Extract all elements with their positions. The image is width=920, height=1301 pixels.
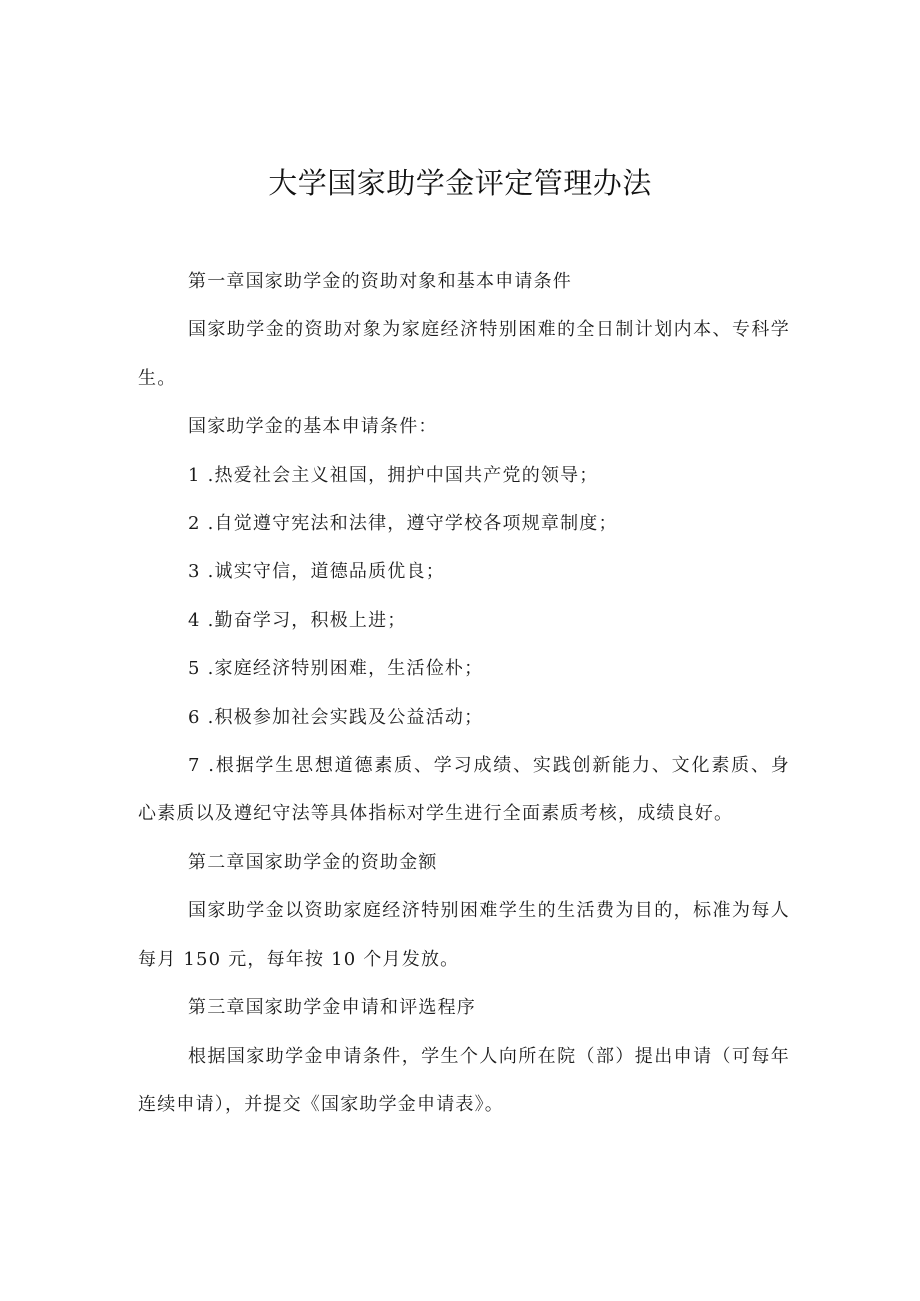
chapter-3-heading: 第三章国家助学金申请和评选程序: [188, 997, 476, 1019]
document-title: 大学国家助学金评定管理办法: [268, 166, 652, 200]
paragraph-application-procedure: 根据国家助学金申请条件，学生个人向所在院（部）提出申请（可每年连续申请），并提交《国家助学金申请表》。: [138, 1045, 790, 1115]
chapter-2-heading: 第二章国家助学金的资助金额: [188, 851, 438, 873]
chapter-1-heading: 第一章国家助学金的资助对象和基本申请条件: [188, 271, 572, 292]
condition-item-2: 2 .自觉遵守宪法和法律，遵守学校各项规章制度；: [188, 513, 618, 535]
paragraph-funding-target: 国家助学金的资助对象为家庭经济特别困难的全日制计划内本、专科学生。: [138, 319, 790, 389]
condition-item-6: 6 .积极参加社会实践及公益活动；: [188, 706, 484, 728]
condition-item-5: 5 .家庭经济特别困难，生活俭朴；: [188, 658, 484, 680]
condition-item-1: 1 .热爱社会主义祖国，拥护中国共产党的领导；: [188, 464, 599, 486]
condition-item-4: 4 .勤奋学习，积极上进；: [188, 609, 407, 631]
condition-item-3: 3 .诚实守信，道德品质优良；: [188, 561, 445, 583]
paragraph-funding-amount: 国家助学金以资助家庭经济特别困难学生的生活费为目的，标准为每人每月 150 元，每年按 10 个月发放。: [138, 900, 790, 970]
paragraph-basic-conditions: 国家助学金的基本申请条件：: [188, 416, 438, 438]
document-body: [138, 258, 790, 1129]
condition-item-7: 7 .根据学生思想道德素质、学习成绩、实践创新能力、文化素质、身心素质以及遵纪守法等具体指标对学生进行全面素质考核，成绩良好。: [138, 755, 790, 825]
